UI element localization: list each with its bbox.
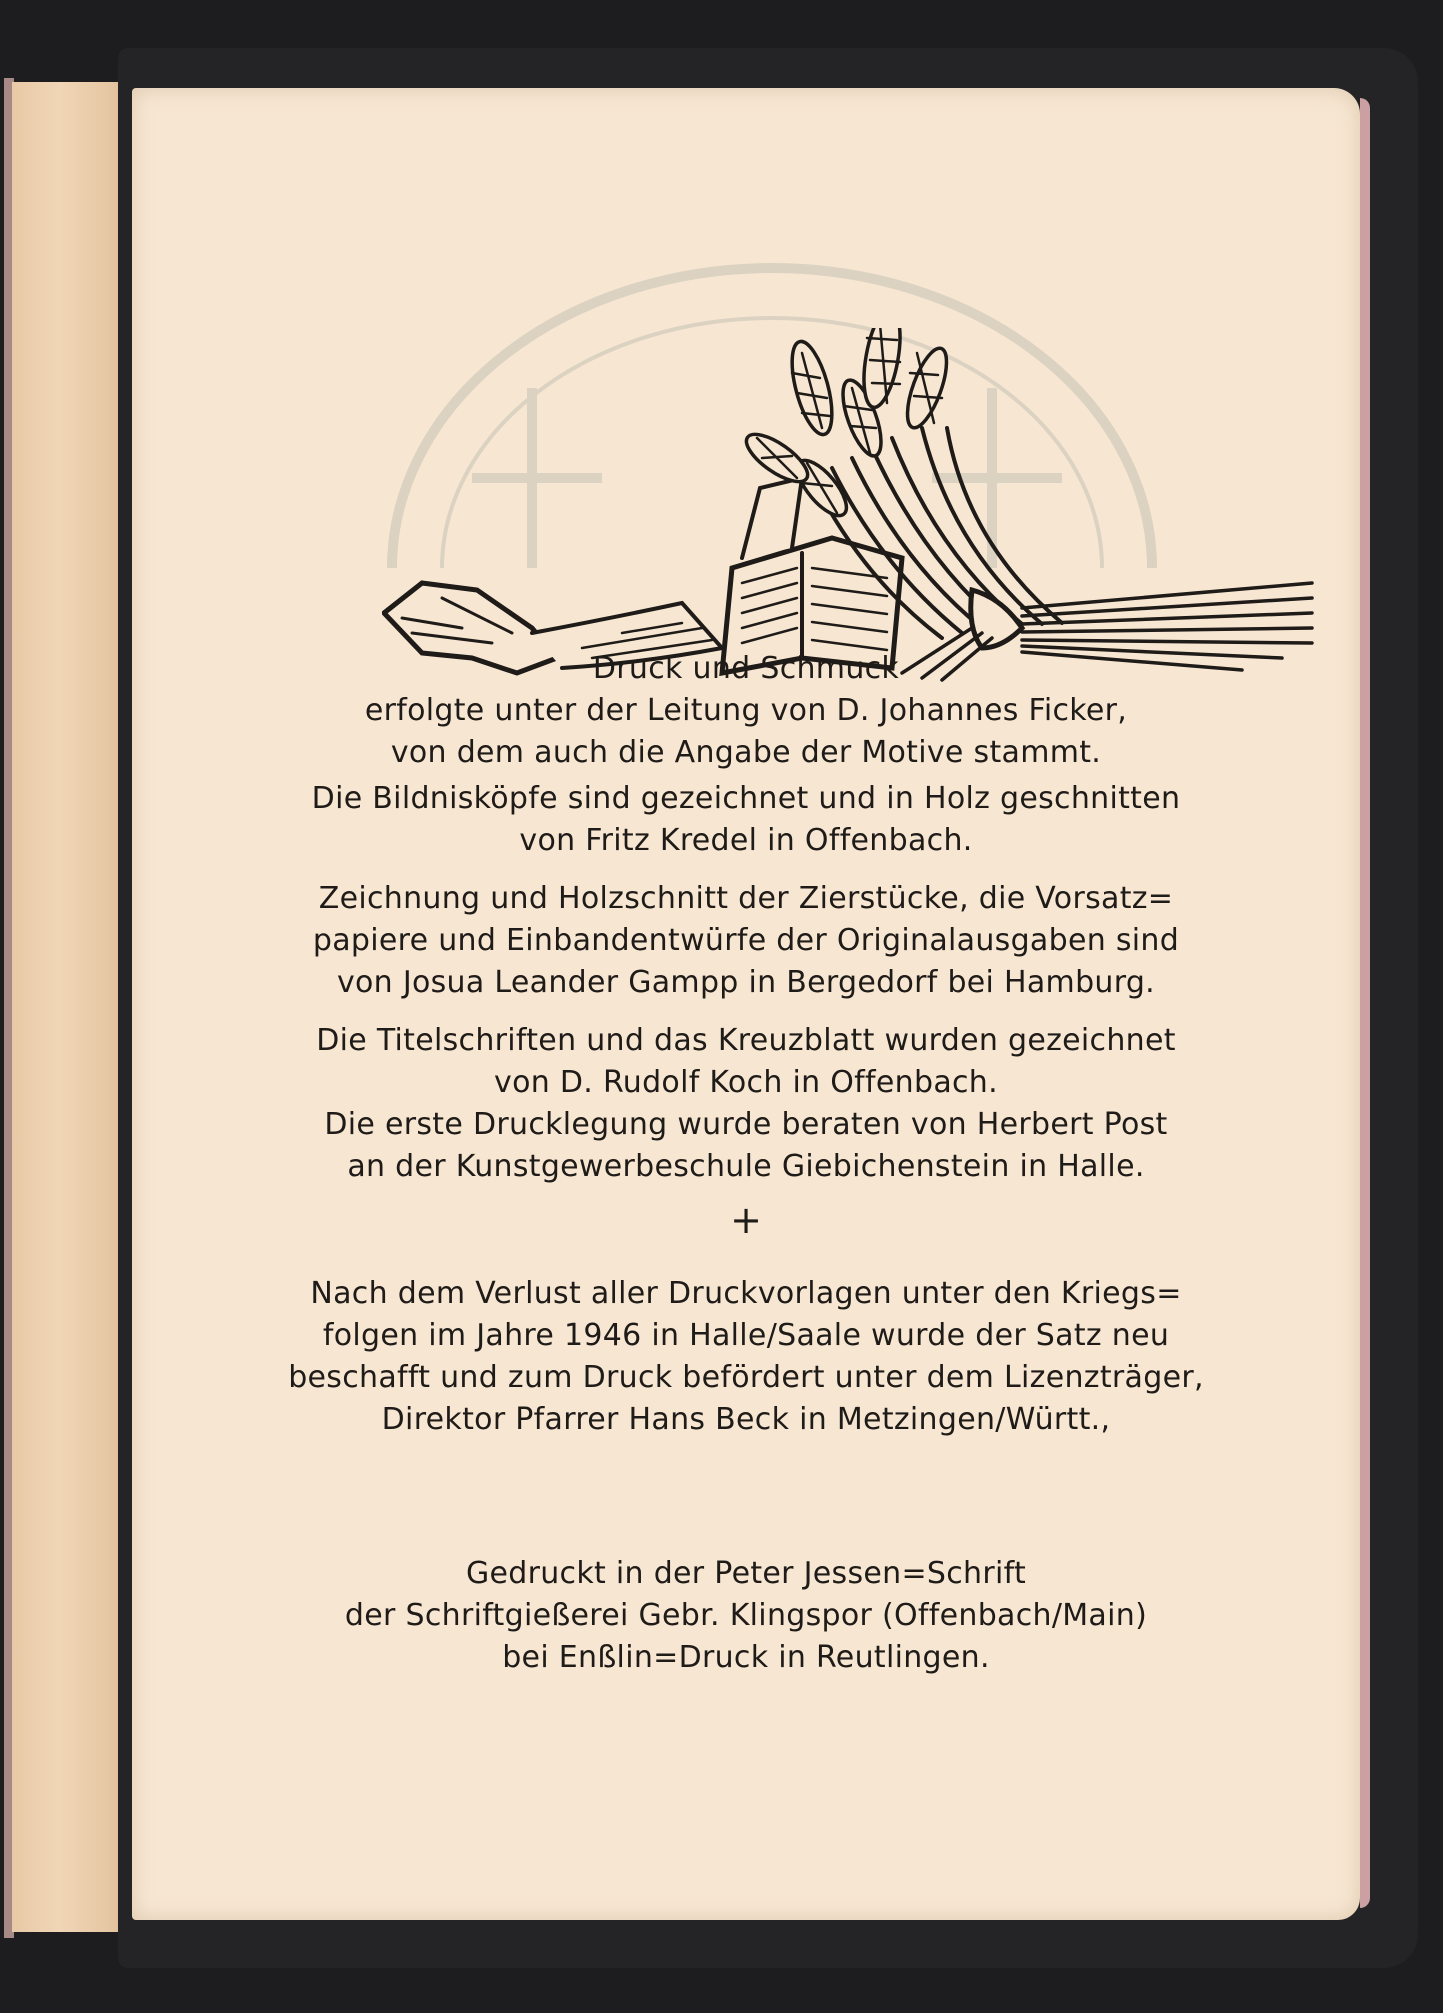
text-line: Die Bildnisköpfe sind gezeichnet und in Holz geschnitten — [311, 781, 1181, 816]
text-line: erfolgte unter der Leitung von D. Johannes Ficker, — [364, 693, 1128, 728]
text-line: von D. Rudolf Koch in Offenbach. — [494, 1065, 998, 1100]
reprint-note-block — [132, 1273, 1360, 1441]
text-line: beschafft und zum Druck befördert unter dem Lizenzträger, — [288, 1360, 1204, 1395]
text-line: folgen im Jahre 1946 in Halle/Saale wurde der Satz neu — [322, 1318, 1170, 1353]
text-line: der Schriftgießerei Gebr. Klingspor (Offenbach/Main) — [344, 1598, 1148, 1633]
colophon-page — [132, 88, 1360, 1920]
text-line: papiere und Einbandentwürfe der Originalausgaben sind — [312, 923, 1180, 958]
typeface-printer-block — [132, 1553, 1360, 1679]
text-line: Druck und Schmuck — [592, 651, 900, 686]
ornament-credit-block — [132, 878, 1360, 1004]
text-line: Direktor Pfarrer Hans Beck in Metzingen/Württ., — [381, 1402, 1111, 1437]
text-line: Zeichnung und Holzschnitt der Zierstücke, die Vorsatz= — [318, 881, 1174, 916]
left-facing-page — [12, 82, 133, 1932]
cross-separator: + — [730, 1198, 762, 1242]
text-line: Gedruckt in der Peter Jessen=Schrift — [465, 1556, 1027, 1591]
print-credit-block — [132, 648, 1360, 774]
text-line: Die Titelschriften und das Kreuzblatt wurden gezeichnet — [316, 1023, 1176, 1058]
title-credit-block — [132, 1020, 1360, 1188]
text-line: Nach dem Verlust aller Druckvorlagen unter den Kriegs= — [310, 1276, 1182, 1311]
text-line: bei Enßlin=Druck in Reutlingen. — [502, 1640, 990, 1675]
text-line: von Josua Leander Gampp in Bergedorf bei Hamburg. — [336, 965, 1156, 1000]
text-line: Die erste Drucklegung wurde beraten von Herbert Post — [324, 1107, 1168, 1142]
woodcut-wheat-book-scroll-icon — [382, 328, 1332, 698]
text-line: von Fritz Kredel in Offenbach. — [519, 823, 973, 858]
portrait-credit-block — [132, 778, 1360, 862]
text-line: an der Kunstgewerbeschule Giebichenstein in Halle. — [347, 1149, 1145, 1184]
page-edge — [1360, 98, 1370, 1908]
text-line: von dem auch die Angabe der Motive stammt. — [390, 735, 1102, 770]
